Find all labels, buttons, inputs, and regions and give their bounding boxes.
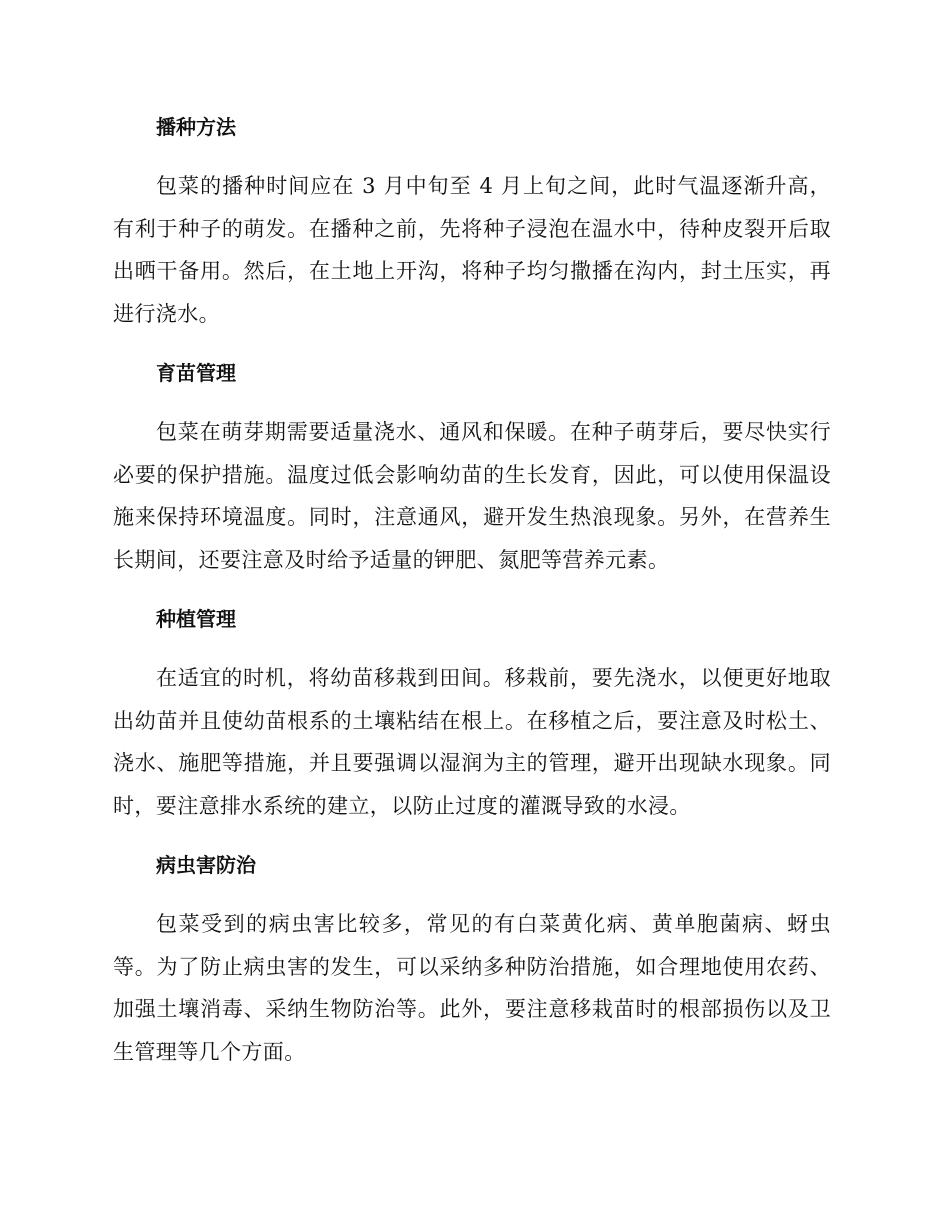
section-heading: 种植管理 bbox=[156, 607, 236, 631]
section-paragraph: 包菜受到的病虫害比较多，常见的有白菜黄化病、黄单胞菌病、蚜虫等。为了防止病虫害的发生，可以采纳多种防治措施，如合理地使用农药、加强土壤消毒、采纳生物防治等。此外，要注意移栽苗时的根部损伤以及卫生管理等几个方面。 bbox=[113, 912, 831, 1064]
section-sowing-method bbox=[113, 106, 831, 335]
section-pest-control bbox=[113, 844, 831, 1073]
document-content bbox=[113, 106, 831, 1090]
section-paragraph: 包菜在萌芽期需要适量浇水、通风和保暖。在种子萌芽后，要尽快实行必要的保护措施。温度过低会影响幼苗的生长发育，因此，可以使用保温设施来保持环境温度。同时，注意通风，避开发生热浪现象。另外，在营养生长期间，还要注意及时给予适量的钾肥、氮肥等营养元素。 bbox=[113, 420, 831, 572]
section-paragraph: 在适宜的时机，将幼苗移栽到田间。移栽前，要先浇水，以便更好地取出幼苗并且使幼苗根系的土壤粘结在根上。在移植之后，要注意及时松土、浇水、施肥等措施，并且要强调以湿润为主的管理，避开出现缺水现象。同时，要注意排水系统的建立，以防止过度的灌溉导致的水浸。 bbox=[113, 666, 831, 818]
section-paragraph: 包菜的播种时间应在 3 月中旬至 4 月上旬之间，此时气温逐渐升高，有利于种子的萌发。在播种之前，先将种子浸泡在温水中，待种皮裂开后取出晒干备用。然后，在土地上开沟，将种子均匀撒播在沟内，封土压实，再进行浇水。 bbox=[113, 174, 831, 326]
section-heading: 育苗管理 bbox=[156, 361, 236, 385]
section-heading: 播种方法 bbox=[156, 115, 236, 139]
section-heading: 病虫害防治 bbox=[156, 853, 256, 877]
section-planting-management bbox=[113, 598, 831, 827]
section-seedling-management bbox=[113, 352, 831, 581]
